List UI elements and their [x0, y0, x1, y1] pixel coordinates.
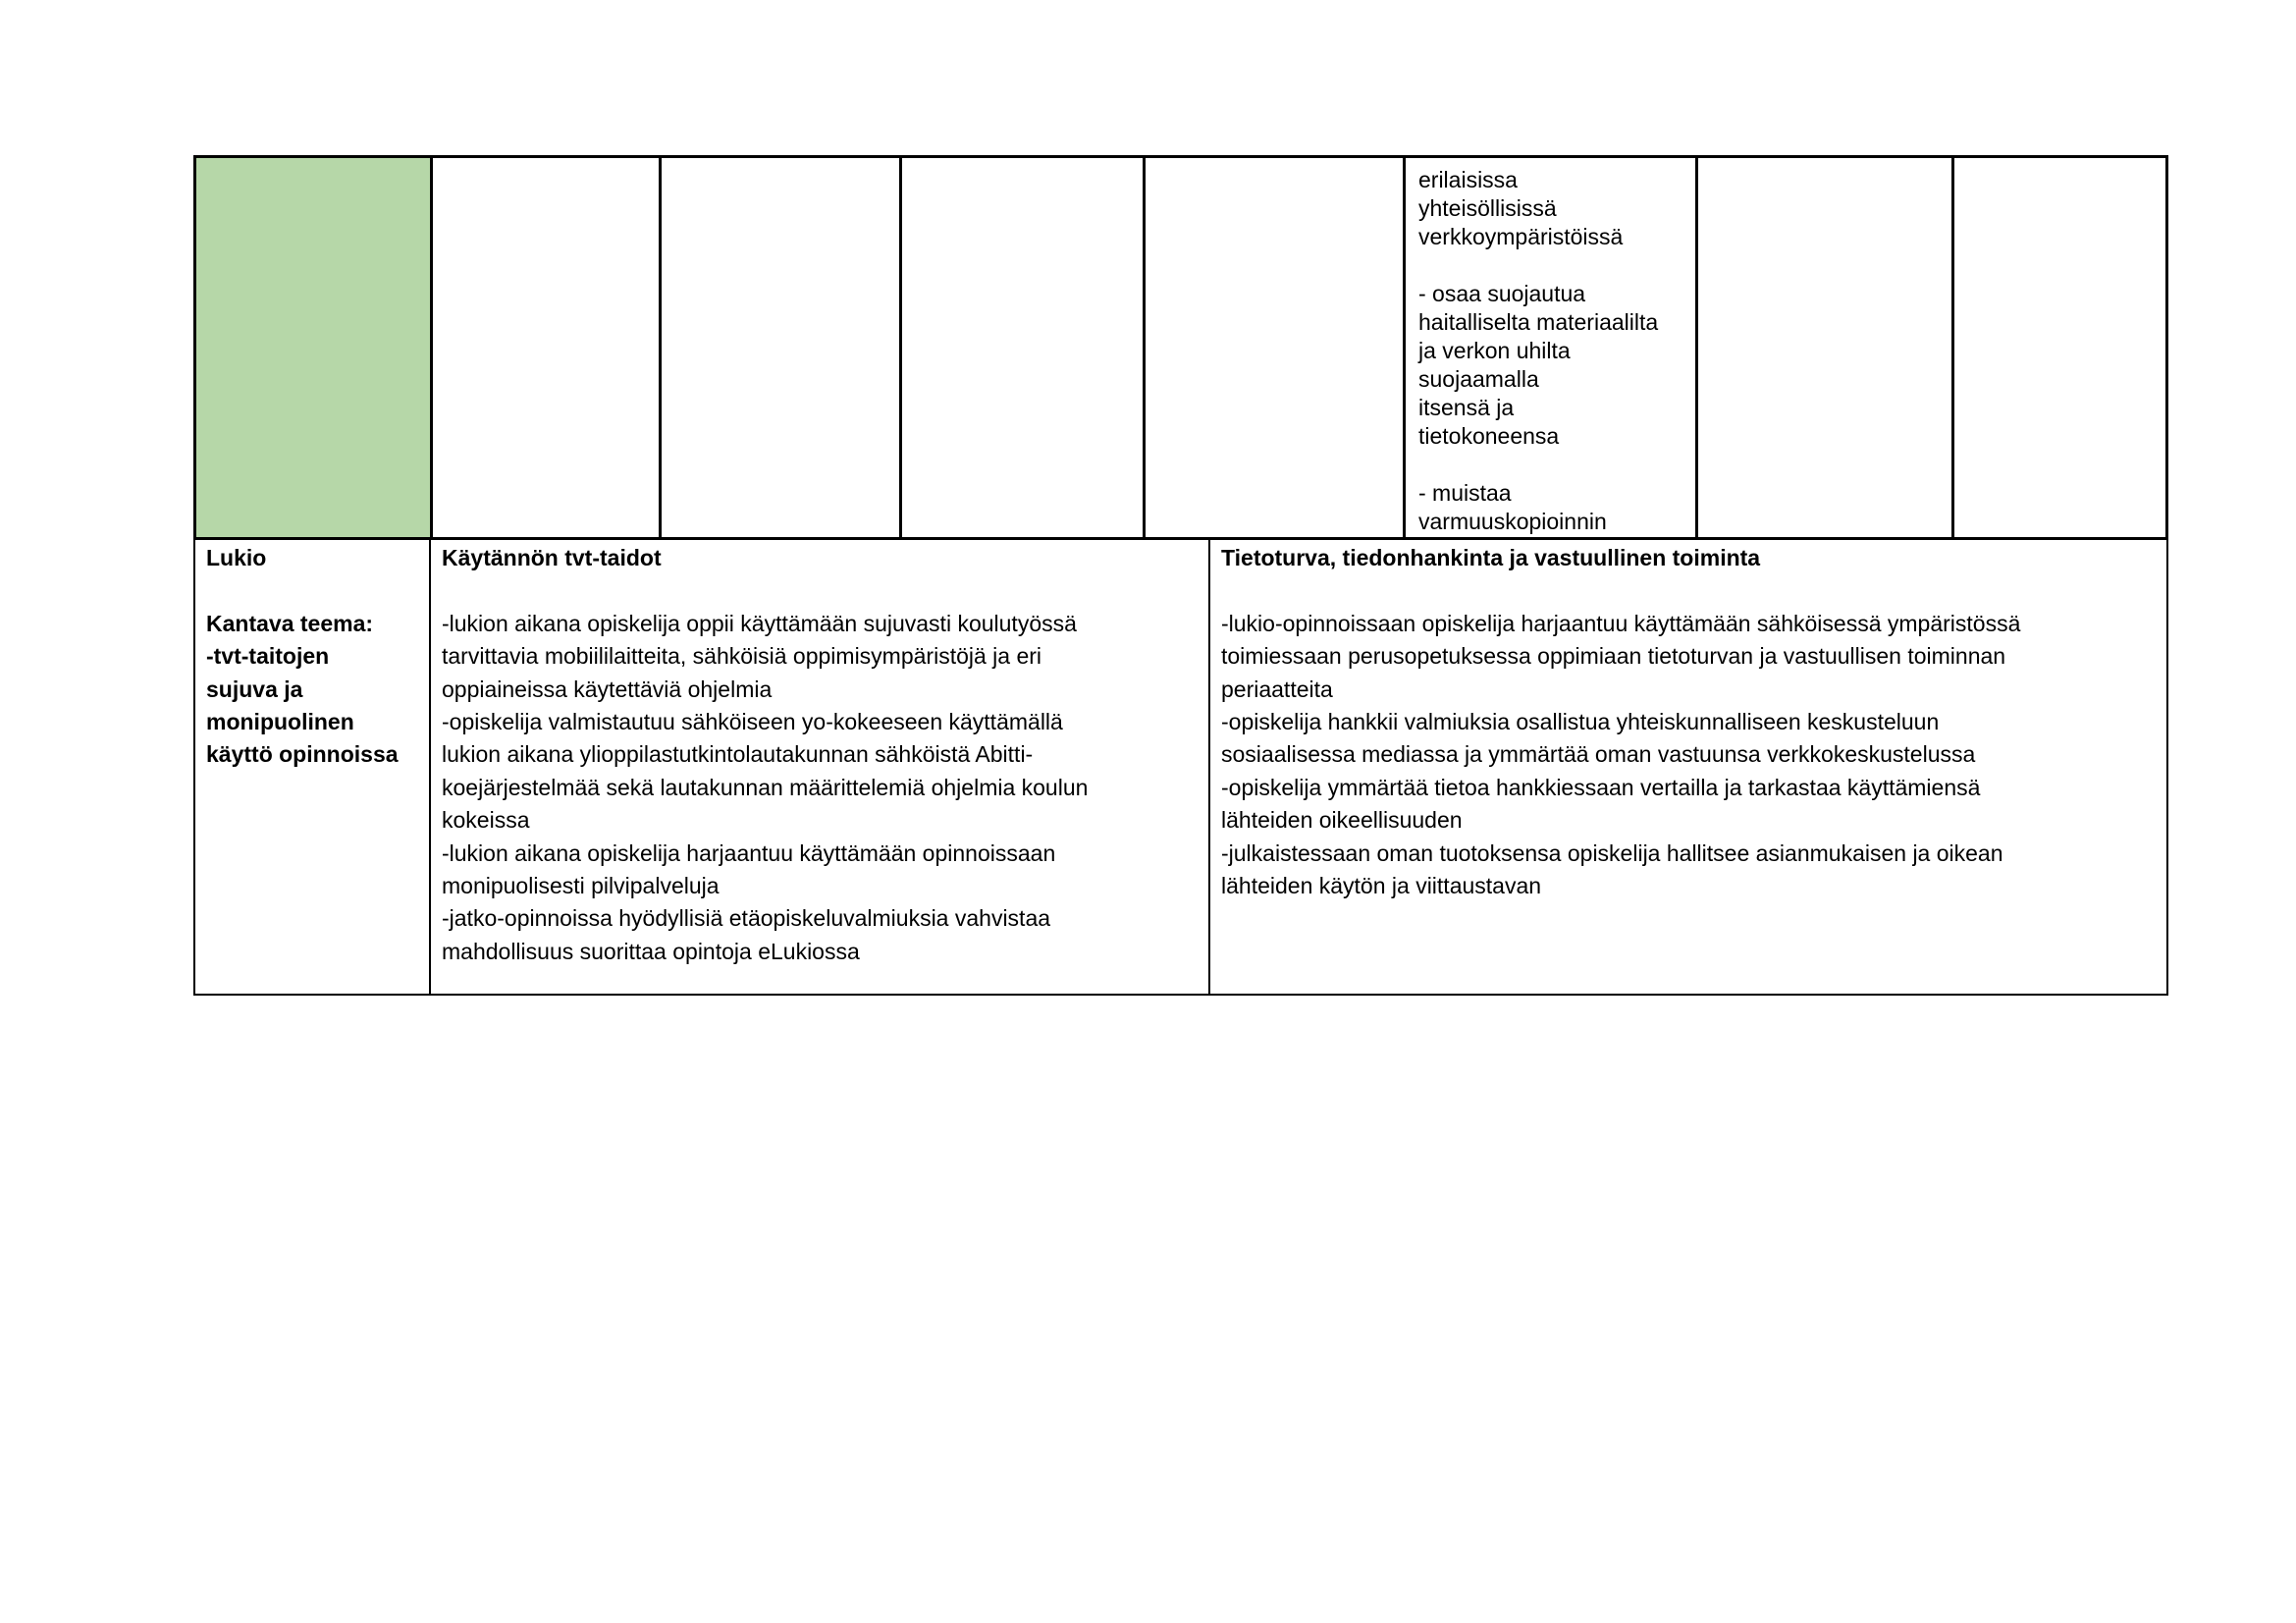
security-cell [1208, 538, 2166, 994]
kantava-teema: Kantava teema: -tvt-taitojen sujuva ja monipuolinen käyttö opinnoissa [206, 610, 399, 768]
security-skills-cell [1403, 158, 1695, 537]
curriculum-table-continuation [193, 155, 2168, 540]
table-cell [1951, 158, 2171, 537]
security-skills-text: erilaisissa yhteisöllisissä verkkoympäristöissä - osaa suojautua haitalliselta materiaalilta ja verkon uhilta suojaamalla itsensä ja tietokoneensa - muistaa varmuuskopioinnin [1418, 167, 1659, 534]
level-cell-shaded [196, 158, 430, 537]
lukio-level-cell [195, 538, 429, 994]
lukio-table [193, 538, 2168, 996]
table-cell [1695, 158, 1951, 537]
practical-skills-heading: Käytännön tvt-taidot [442, 545, 662, 570]
table-cell [430, 158, 659, 537]
table-cell [899, 158, 1143, 537]
table-cell [659, 158, 899, 537]
lukio-label: Lukio [206, 545, 267, 570]
security-list: -lukio-opinnoissaan opiskelija harjaantuu käyttämään sähköisessä ympäristössä toimiessaan perusopetuksessa oppimiaan tietoturvan ja vastuullisen toiminnan periaatteita -opiskelija hankkii valmiuksia osallistua yhteiskunnalliseen keskusteluun sosiaalisessa mediassa ja ymmärtää oman vastuunsa verkkokeskustelussa -opiskelija ymmärtää tietoa hankkiessaan vertailla ja tarkastaa käyttämiensä lähteiden oikeellisuuden -julkaistessaan oman tuotoksensa opiskelija hallitsee asianmukaisen ja oikean lähteiden käytön ja viittaustavan [1221, 610, 2021, 899]
security-heading: Tietoturva, tiedonhankinta ja vastuullinen toiminta [1221, 545, 1761, 570]
practical-skills-list: -lukion aikana opiskelija oppii käyttämään sujuvasti koulutyössä tarvittavia mobiililaitteita, sähköisiä oppimisympäristöjä ja eri oppiaineissa käytettäviä ohjelmia -opiskelija valmistautuu sähköiseen yo-kokeeseen käyttämällä lukion aikana ylioppilastutkintolautakunnan sähköistä Abitti- koejärjestelmää sekä lautakunnan määrittelemiä ohjelmia koulun kokeissa -lukion aikana opiskelija harjaantuu käyttämään opinnoissaan monipuolisesti pilvipalveluja -jatko-opinnoissa hyödyllisiä etäopiskeluvalmiuksia vahvistaa mahdollisuus suorittaa opintoja eLukiossa [442, 610, 1089, 964]
table-cell [1143, 158, 1403, 537]
practical-skills-cell [429, 538, 1208, 994]
